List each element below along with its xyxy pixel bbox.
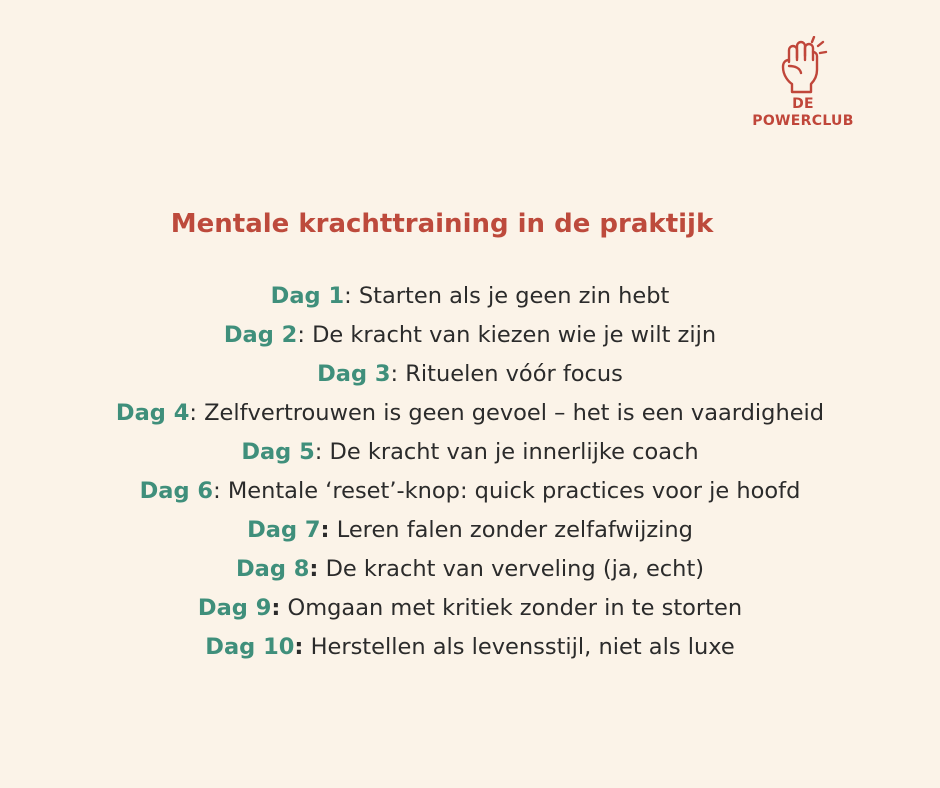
day-text: Rituelen vóór focus bbox=[398, 361, 623, 387]
list-item bbox=[0, 589, 940, 628]
day-label: Dag 6 bbox=[139, 478, 214, 504]
day-text: Herstellen als levensstijl, niet als luxe bbox=[303, 634, 735, 660]
day-label: Dag 9 bbox=[197, 595, 272, 621]
logo-text-line2: POWERCLUB bbox=[752, 113, 854, 129]
day-text: Starten als je geen zin hebt bbox=[351, 283, 670, 309]
day-text: De kracht van kiezen wie je wilt zijn bbox=[304, 322, 717, 348]
day-label: Dag 1 bbox=[270, 283, 345, 309]
list-item bbox=[0, 433, 940, 472]
day-text: Zelfvertrouwen is geen gevoel – het is een vaardigheid bbox=[196, 400, 825, 426]
list-item bbox=[0, 511, 940, 550]
day-label: Dag 2 bbox=[223, 322, 298, 348]
day-text: De kracht van je innerlijke coach bbox=[322, 439, 699, 465]
logo bbox=[742, 36, 864, 130]
day-separator: : bbox=[297, 322, 305, 348]
day-separator: : bbox=[390, 361, 399, 387]
day-label: Dag 3 bbox=[317, 361, 391, 387]
list-item bbox=[0, 316, 940, 355]
logo-text-line1: DE bbox=[792, 96, 814, 112]
list-item bbox=[0, 394, 940, 433]
day-text: De kracht van verveling (ja, echt) bbox=[318, 556, 705, 582]
raised-fist-icon bbox=[775, 36, 831, 96]
day-separator: : bbox=[271, 595, 281, 621]
day-separator: : bbox=[309, 556, 319, 582]
day-label: Dag 8 bbox=[235, 556, 310, 582]
day-label: Dag 10 bbox=[205, 634, 295, 660]
list-item bbox=[0, 277, 940, 316]
day-separator: : bbox=[314, 439, 323, 465]
day-separator: : bbox=[213, 478, 221, 504]
day-text: Leren falen zonder zelfafwijzing bbox=[329, 517, 693, 543]
day-separator: : bbox=[344, 283, 352, 309]
list-item bbox=[0, 472, 940, 511]
page-title: Mentale krachttraining in de praktijk bbox=[170, 209, 714, 239]
list-item bbox=[0, 550, 940, 589]
list-item bbox=[0, 628, 940, 667]
day-text: Omgaan met kritiek zonder in te storten bbox=[280, 595, 743, 621]
day-label: Dag 5 bbox=[241, 439, 315, 465]
day-separator: : bbox=[320, 517, 330, 543]
day-label: Dag 7 bbox=[247, 517, 321, 543]
list-item bbox=[0, 355, 940, 394]
day-text: Mentale ‘reset’-knop: quick practices voor je hoofd bbox=[220, 478, 801, 504]
day-separator: : bbox=[294, 634, 304, 660]
day-label: Dag 4 bbox=[115, 400, 190, 426]
day-list bbox=[0, 277, 940, 667]
day-separator: : bbox=[189, 400, 197, 426]
